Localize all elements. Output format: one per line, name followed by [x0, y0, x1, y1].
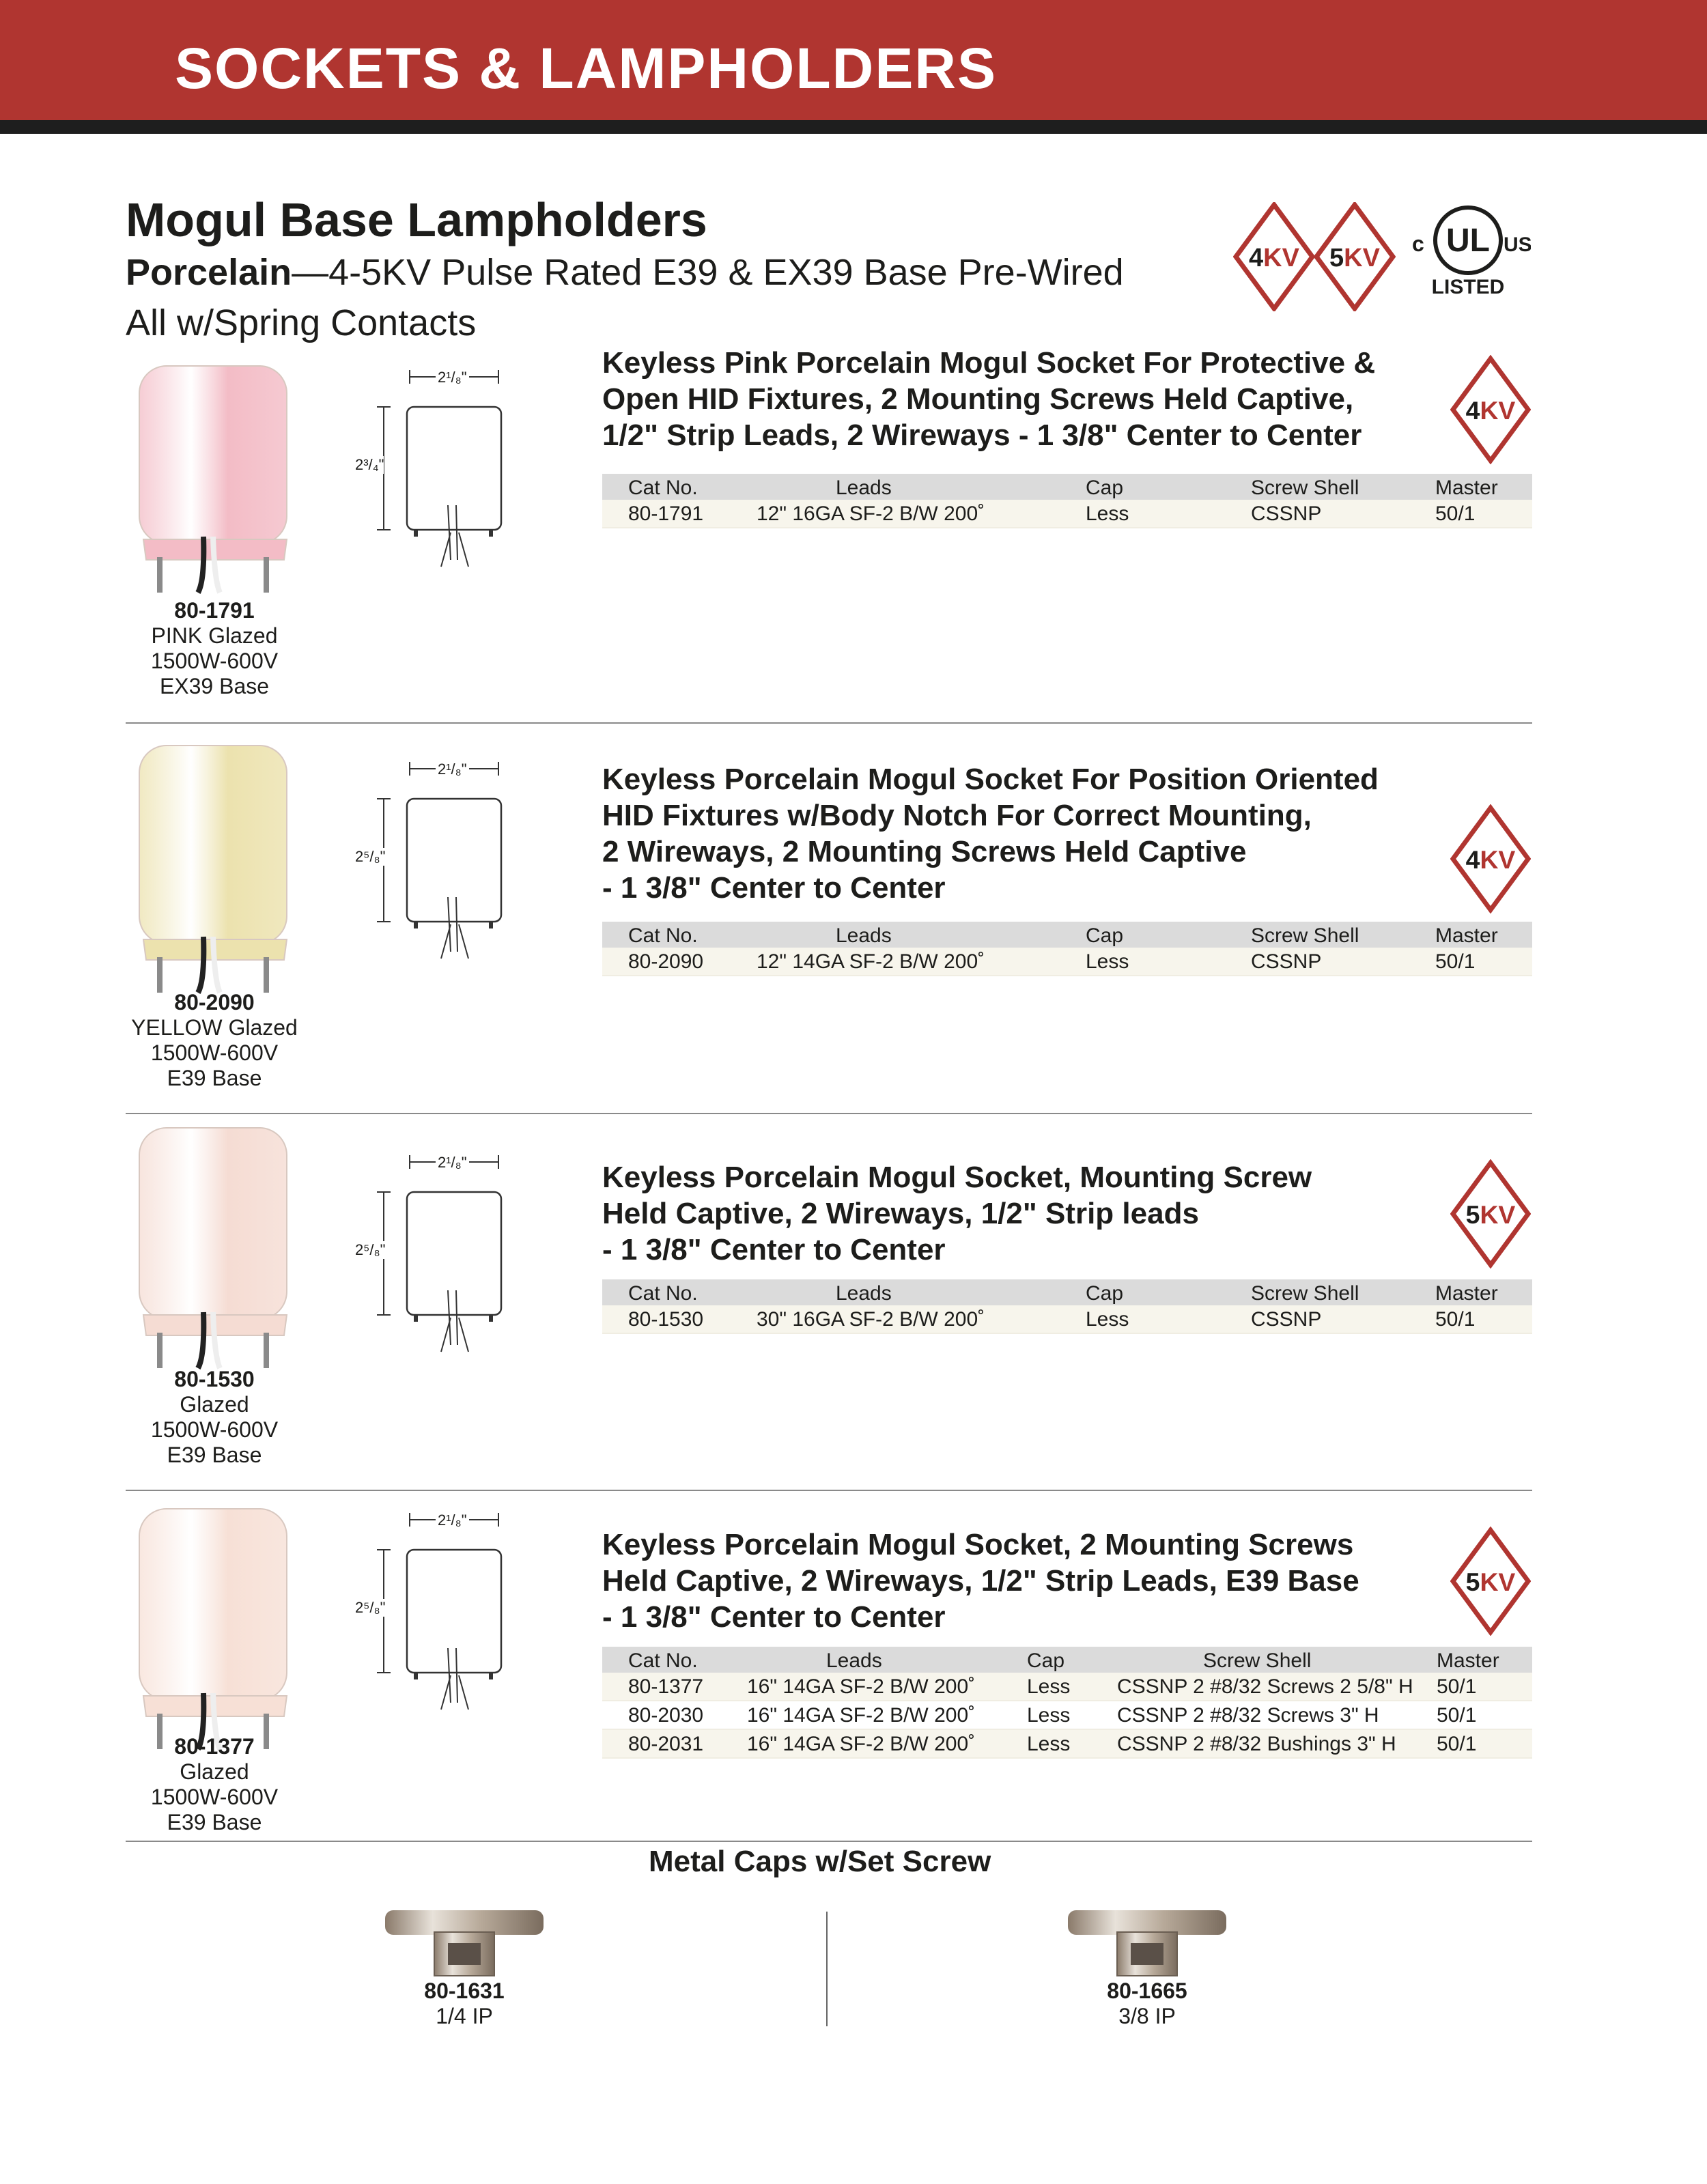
metal-caps-title: Metal Caps w/Set Screw: [649, 1845, 991, 1878]
spec-cell-cat: 80-1791: [628, 502, 704, 525]
spec-cell-master: 50/1: [1435, 502, 1476, 525]
product-title-line: Open HID Fixtures, 2 Mounting Screws Held Captive,: [602, 382, 1354, 416]
product-title: [602, 345, 1435, 453]
spec-cell-shell: CSSNP: [1251, 1308, 1322, 1331]
caption-cat-no: 80-1791: [174, 598, 255, 623]
section-divider: [126, 1490, 1532, 1491]
caption-finish: YELLOW Glazed: [131, 1015, 298, 1040]
product-caption: [112, 598, 317, 699]
kv-rating-badge: [1450, 355, 1531, 464]
spec-table-column-header: Master: [1435, 1282, 1498, 1305]
spec-cell-cap: Less: [1027, 1675, 1071, 1698]
spec-cell-leads: 16" 14GA SF-2 B/W 200˚: [747, 1675, 976, 1698]
caption-base: E39 Base: [167, 1443, 262, 1467]
spec-table: [602, 1279, 1532, 1334]
page-title: Mogul Base Lampholders: [126, 193, 707, 246]
spec-cell-master: 50/1: [1437, 1675, 1477, 1698]
spec-cell-master: 50/1: [1437, 1733, 1477, 1755]
spec-cell-cap: Less: [1086, 1308, 1129, 1331]
spec-table-column-header: Leads: [836, 924, 892, 947]
dimension-height-label: 2³/₄": [355, 456, 384, 473]
product-title-line: 2 Wireways, 2 Mounting Screws Held Captive: [602, 835, 1247, 868]
metal-cap-photo: [1065, 1908, 1229, 1983]
spec-cell-leads: 16" 14GA SF-2 B/W 200˚: [747, 1733, 976, 1755]
product-title-line: Keyless Porcelain Mogul Socket, Mounting Screw: [602, 1161, 1312, 1194]
spec-cell-shell: CSSNP 2 #8/32 Bushings 3" H: [1117, 1733, 1396, 1755]
caption-finish: Glazed: [180, 1759, 249, 1784]
spec-cell-master: 50/1: [1437, 1704, 1477, 1727]
metal-cap-caption: [362, 1979, 567, 2029]
banner-title: SOCKETS & LAMPHOLDERS: [175, 36, 998, 100]
caption-cat-no: 80-2090: [174, 990, 255, 1015]
5kv-rating-badge: [1314, 202, 1396, 311]
product-title-line: Held Captive, 2 Wireways, 1/2" Strip Leads, E39 Base: [602, 1564, 1359, 1598]
product-title-line: Keyless Pink Porcelain Mogul Socket For Protective &: [602, 346, 1376, 380]
caption-rating: 1500W-600V: [150, 1040, 279, 1065]
page-subtitle: [126, 251, 1124, 294]
svg-text:US: US: [1504, 233, 1531, 256]
spec-table-column-header: Cat No.: [628, 477, 698, 499]
caption-finish: Glazed: [180, 1392, 249, 1417]
header-banner-stripe: [0, 120, 1707, 134]
spec-table-header: [602, 474, 1532, 500]
spec-table-column-header: Cap: [1027, 1649, 1065, 1672]
metal-cap-cat-no: 80-1665: [1107, 1979, 1187, 2003]
spec-table-column-header: Master: [1435, 477, 1498, 499]
product-title-line: - 1 3/8" Center to Center: [602, 871, 946, 905]
spec-cell-cat: 80-1530: [628, 1308, 704, 1331]
caption-finish: PINK Glazed: [151, 623, 278, 648]
spec-table-row: [602, 948, 1532, 976]
ul-listed-mark: [1401, 198, 1531, 300]
ul-logo-icon: [1401, 198, 1531, 300]
product-title: [602, 1527, 1435, 1635]
product-photo: [130, 1505, 300, 1750]
section-divider: [126, 1113, 1532, 1114]
section-divider: [126, 722, 1532, 724]
product-title-line: Held Captive, 2 Wireways, 1/2" Strip leads: [602, 1197, 1199, 1230]
caption-rating: 1500W-600V: [150, 1785, 279, 1809]
product-title-line: Keyless Porcelain Mogul Socket For Position Oriented: [602, 763, 1379, 796]
page-subtitle-2: All w/Spring Contacts: [126, 302, 477, 343]
product-caption: [112, 1734, 317, 1835]
dimension-width-label: 2¹/₈": [436, 1512, 469, 1529]
metal-caps-divider: [826, 1912, 828, 2026]
product-title: [602, 1159, 1435, 1268]
spec-cell-cap: Less: [1086, 950, 1129, 973]
spec-table-header: [602, 1647, 1532, 1673]
product-photo: [130, 1124, 300, 1370]
spec-table-column-header: Cat No.: [628, 1649, 698, 1672]
product-photo: [130, 741, 300, 994]
svg-text:LISTED: LISTED: [1431, 276, 1505, 298]
spec-cell-cap: Less: [1027, 1733, 1071, 1755]
spec-cell-cat: 80-2030: [628, 1704, 704, 1727]
spec-cell-cat: 80-2031: [628, 1733, 704, 1755]
kv-rating-badge: [1450, 804, 1531, 913]
product-title-line: 1/2" Strip Leads, 2 Wireways - 1 3/8" Center to Center: [602, 419, 1362, 452]
subtitle-detail: —4-5KV Pulse Rated E39 & EX39 Base Pre-Wired: [292, 252, 1124, 293]
4kv-rating-badge: [1233, 202, 1315, 311]
spec-cell-master: 50/1: [1435, 950, 1476, 973]
spec-cell-shell: CSSNP: [1251, 502, 1322, 525]
spec-table: [602, 474, 1532, 528]
spec-table-row: [602, 1730, 1532, 1759]
svg-text:5KV: 5KV: [1465, 1200, 1516, 1229]
spec-table-column-header: Cap: [1086, 924, 1124, 947]
kv-rating-badge: [1450, 1159, 1531, 1268]
product-title-line: Keyless Porcelain Mogul Socket, 2 Mounting Screws: [602, 1528, 1354, 1561]
spec-table-column-header: Cap: [1086, 477, 1124, 499]
caption-base: EX39 Base: [159, 674, 270, 698]
spec-table-column-header: Screw Shell: [1251, 1282, 1359, 1305]
caption-base: E39 Base: [167, 1066, 262, 1090]
section-divider: [126, 1841, 1532, 1842]
spec-table-column-header: Master: [1435, 924, 1498, 947]
spec-table-row: [602, 500, 1532, 528]
product-title-line: HID Fixtures w/Body Notch For Correct Mounting,: [602, 799, 1312, 832]
dimension-height-label: 2⁵/₈": [355, 1599, 386, 1616]
spec-cell-cap: Less: [1086, 502, 1129, 525]
caption-rating: 1500W-600V: [150, 1417, 279, 1442]
spec-table-column-header: Leads: [836, 1282, 892, 1305]
spec-table-header: [602, 1279, 1532, 1305]
caption-cat-no: 80-1530: [174, 1367, 255, 1391]
svg-text:4KV: 4KV: [1465, 395, 1516, 425]
product-photo: [130, 362, 300, 594]
product-caption: [112, 990, 317, 1091]
spec-table-column-header: Screw Shell: [1251, 924, 1359, 947]
dimension-height-label: 2⁵/₈": [355, 1241, 386, 1258]
spec-cell-leads: 12" 14GA SF-2 B/W 200˚: [757, 950, 985, 973]
metal-cap-size: 3/8 IP: [1118, 2004, 1176, 2028]
spec-cell-cap: Less: [1027, 1704, 1071, 1727]
product-title-line: - 1 3/8" Center to Center: [602, 1233, 946, 1266]
dimension-height-label: 2⁵/₈": [355, 848, 386, 865]
caption-cat-no: 80-1377: [174, 1734, 255, 1759]
spec-table-row: [602, 1673, 1532, 1701]
spec-cell-master: 50/1: [1435, 1308, 1476, 1331]
caption-rating: 1500W-600V: [150, 649, 279, 673]
kv-rating-badge: [1450, 1527, 1531, 1636]
metal-cap-size: 1/4 IP: [436, 2004, 493, 2028]
spec-table-row: [602, 1701, 1532, 1730]
spec-table-column-header: Cat No.: [628, 924, 698, 947]
svg-text:UL: UL: [1446, 223, 1490, 259]
spec-table-column-header: Cap: [1086, 1282, 1124, 1305]
spec-table-column-header: Cat No.: [628, 1282, 698, 1305]
metal-cap-caption: [1045, 1979, 1250, 2029]
product-title: [602, 761, 1435, 906]
product-title-line: - 1 3/8" Center to Center: [602, 1600, 946, 1634]
spec-table-column-header: Leads: [836, 477, 892, 499]
spec-cell-leads: 16" 14GA SF-2 B/W 200˚: [747, 1704, 976, 1727]
spec-table: [602, 922, 1532, 976]
spec-cell-shell: CSSNP: [1251, 950, 1322, 973]
spec-table-column-header: Screw Shell: [1203, 1649, 1312, 1672]
dimension-width-label: 2¹/₈": [436, 369, 469, 386]
spec-cell-leads: 12" 16GA SF-2 B/W 200˚: [757, 502, 985, 525]
spec-cell-cat: 80-2090: [628, 950, 704, 973]
spec-table-row: [602, 1305, 1532, 1334]
svg-text:5KV: 5KV: [1465, 1567, 1516, 1596]
spec-table-header: [602, 922, 1532, 948]
badge-number: 4: [1249, 244, 1264, 272]
product-caption: [112, 1367, 317, 1468]
svg-text:c: c: [1412, 231, 1424, 256]
svg-text:5KV: 5KV: [1329, 244, 1380, 272]
dimension-width-label: 2¹/₈": [436, 761, 469, 778]
spec-table-column-header: Leads: [826, 1649, 882, 1672]
spec-table-column-header: Master: [1437, 1649, 1499, 1672]
spec-table: [602, 1647, 1532, 1759]
subtitle-material: Porcelain: [126, 252, 292, 293]
spec-cell-shell: CSSNP 2 #8/32 Screws 3" H: [1117, 1704, 1379, 1727]
spec-cell-leads: 30" 16GA SF-2 B/W 200˚: [757, 1308, 985, 1331]
dimension-width-label: 2¹/₈": [436, 1154, 469, 1172]
svg-text:4KV: 4KV: [1249, 244, 1299, 272]
metal-cap-photo: [382, 1908, 546, 1983]
metal-cap-cat-no: 80-1631: [424, 1979, 505, 2003]
caption-base: E39 Base: [167, 1810, 262, 1834]
spec-cell-shell: CSSNP 2 #8/32 Screws 2 5/8" H: [1117, 1675, 1413, 1698]
spec-cell-cat: 80-1377: [628, 1675, 704, 1698]
svg-text:4KV: 4KV: [1465, 845, 1516, 874]
spec-table-column-header: Screw Shell: [1251, 477, 1359, 499]
